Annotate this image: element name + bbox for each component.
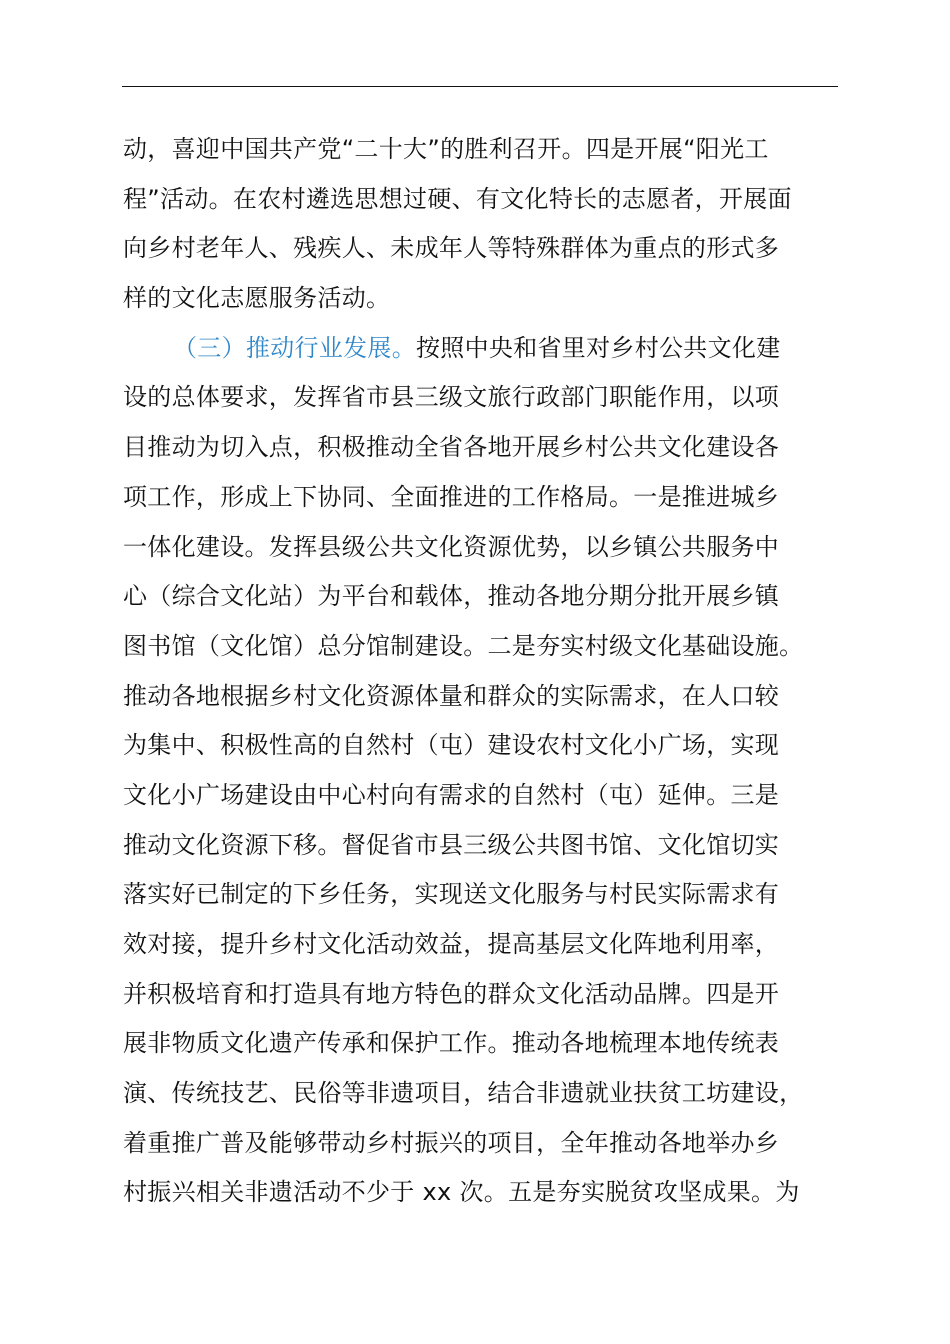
text-line: 效对接，提升乡村文化活动效益，提高基层文化阵地利用率，	[123, 930, 780, 958]
text-line: 样的文化志愿服务活动。	[123, 284, 391, 313]
text-line: 村振兴相关非遗活动不少于 xx 次。五是夯实脱贫攻坚成果。为	[123, 1178, 800, 1207]
text-line: 动，喜迎中国共产党“二十大”的胜利召开。四是开展“阳光工	[123, 135, 769, 163]
paragraph-2	[123, 324, 863, 1218]
text-line: 展非物质文化遗产传承和保护工作。推动各地梳理本地传统表	[123, 1029, 780, 1058]
text-line: 心（综合文化站）为平台和载体，推动各地分期分批开展乡镇	[123, 582, 780, 611]
text-line: 落实好已制定的下乡任务，实现送文化服务与村民实际需求有	[123, 880, 780, 909]
text-line: 演、传统技艺、民俗等非遗项目，结合非遗就业扶贫工坊建设，	[123, 1079, 804, 1108]
text-line: 程”活动。在农村遴选思想过硬、有文化特长的志愿者，开展面	[123, 184, 792, 213]
text-line: 并积极培育和打造具有地方特色的群众文化活动品牌。四是开	[123, 979, 780, 1008]
paragraph-2-first-line	[123, 324, 863, 374]
text-line: 向乡村老年人、残疾人、未成年人等特殊群体为重点的形式多	[123, 234, 780, 263]
text-line: 文化小广场建设由中心村向有需求的自然村（屯）延伸。三是	[123, 780, 780, 809]
section-heading: （三）推动行业发展。	[173, 333, 416, 362]
paragraph-1	[123, 125, 863, 324]
text-line: 项工作，形成上下协同、全面推进的工作格局。一是推进城乡	[123, 482, 780, 511]
header-rule	[122, 86, 838, 87]
text-line: 推动文化资源下移。督促省市县三级公共图书馆、文化馆切实	[123, 830, 780, 859]
text-span: 按照中央和省里对乡村公共文化建	[416, 333, 781, 362]
text-line: 设的总体要求，发挥省市县三级文旅行政部门职能作用，以项	[123, 383, 780, 412]
text-line: 着重推广普及能够带动乡村振兴的项目，全年推动各地举办乡	[123, 1128, 780, 1157]
text-line: 图书馆（文化馆）总分馆制建设。二是夯实村级文化基础设施。	[123, 631, 804, 660]
text-line: 一体化建设。发挥县级公共文化资源优势，以乡镇公共服务中	[123, 532, 780, 561]
document-body	[123, 125, 863, 1218]
text-line: 推动各地根据乡村文化资源体量和群众的实际需求，在人口较	[123, 681, 780, 710]
text-line: 为集中、积极性高的自然村（屯）建设农村文化小广场，实现	[123, 731, 780, 760]
text-line: 目推动为切入点，积极推动全省各地开展乡村公共文化建设各	[123, 433, 780, 462]
